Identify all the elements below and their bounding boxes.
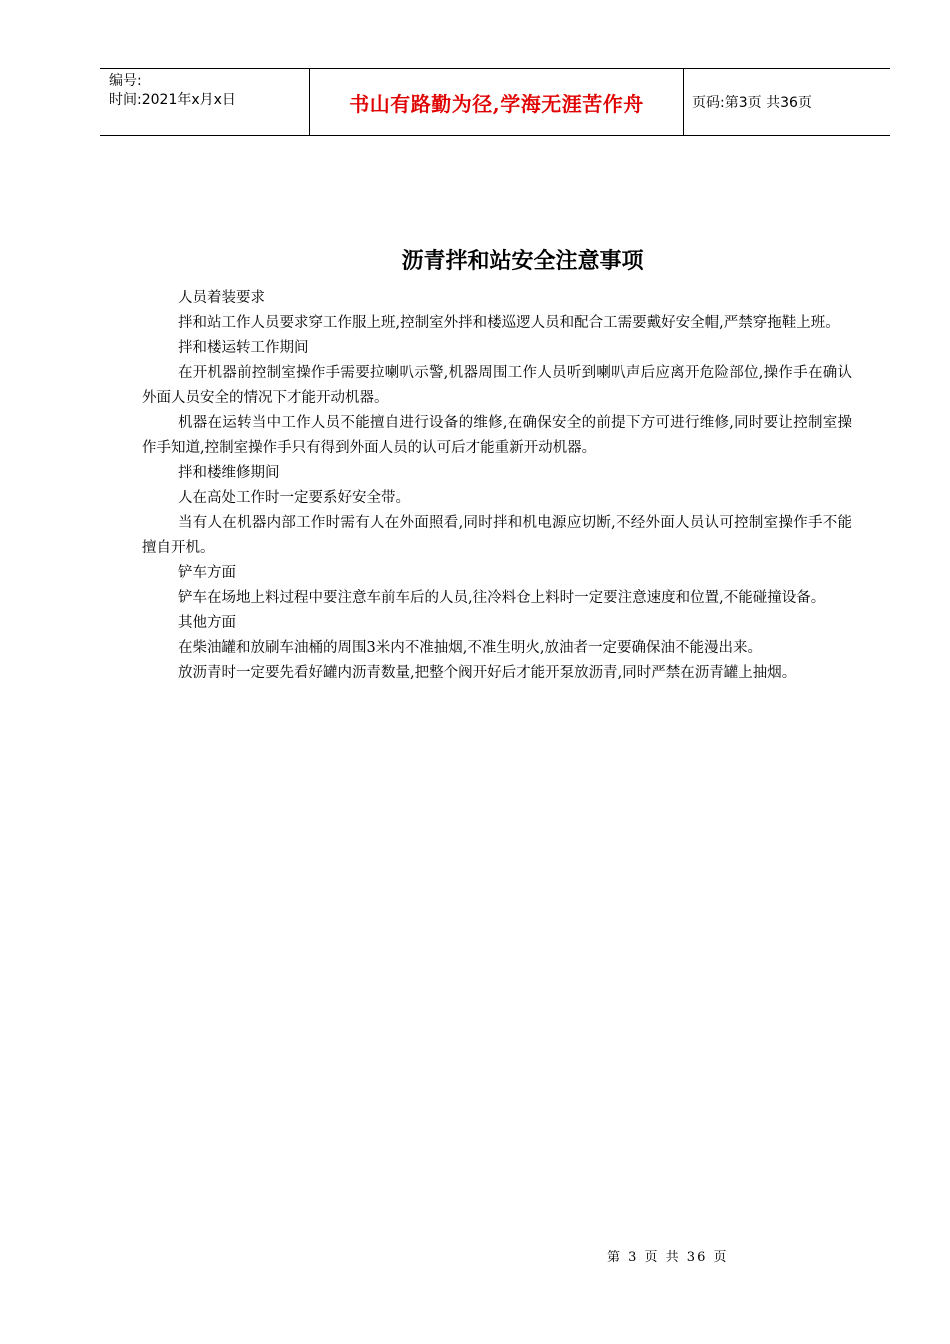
paragraph: 在开机器前控制室操作手需要拉喇叭示警,机器周围工作人员听到喇叭声后应离开危险部位,操作手在确认外面人员安全的情况下才能开动机器。 — [142, 365, 852, 406]
paragraph: 人员着装要求 — [178, 290, 265, 306]
page-header — [100, 68, 890, 136]
paragraph: 拌和楼运转工作期间 — [178, 340, 309, 356]
paragraph: 拌和楼维修期间 — [178, 465, 280, 481]
paragraph: 在柴油罐和放刷车油桶的周围3米内不准抽烟,不准生明火,放油者一定要确保油不能漫出来。 — [178, 640, 762, 656]
header-left-cell — [100, 69, 310, 135]
header-motto: 书山有路勤为径,学海无涯苦作舟 — [310, 69, 684, 135]
paragraph: 人在高处工作时一定要系好安全带。 — [178, 490, 410, 506]
paragraph: 铲车在场地上料过程中要注意车前车后的人员,往冷料仓上料时一定要注意速度和位置,不能碰撞设备。 — [178, 590, 826, 606]
paragraph: 拌和站工作人员要求穿工作服上班,控制室外拌和楼巡逻人员和配合工需要戴好安全帽,严禁穿拖鞋上班。 — [178, 315, 840, 331]
paragraph: 铲车方面 — [178, 565, 236, 581]
page-footer: 第 3 页 共 36 页 — [607, 1250, 729, 1265]
document-body — [142, 286, 852, 686]
paragraph: 机器在运转当中工作人员不能擅自进行设备的维修,在确保安全的前提下方可进行维修,同时要让控制室操作手知道,控制室操作手只有得到外面人员的认可后才能重新开动机器。 — [142, 415, 852, 456]
document-title: 沥青拌和站安全注意事项 — [401, 248, 644, 274]
header-page-info: 页码:第3页 共36页 — [692, 95, 812, 111]
paragraph: 其他方面 — [178, 615, 236, 631]
document-time-label: 时间:2021年x月x日 — [109, 92, 236, 108]
document-number-label: 编号: — [109, 73, 142, 89]
paragraph: 放沥青时一定要先看好罐内沥青数量,把整个阀开好后才能开泵放沥青,同时严禁在沥青罐上抽烟。 — [178, 665, 797, 681]
paragraph: 当有人在机器内部工作时需有人在外面照看,同时拌和机电源应切断,不经外面人员认可控制室操作手不能擅自开机。 — [142, 515, 852, 556]
